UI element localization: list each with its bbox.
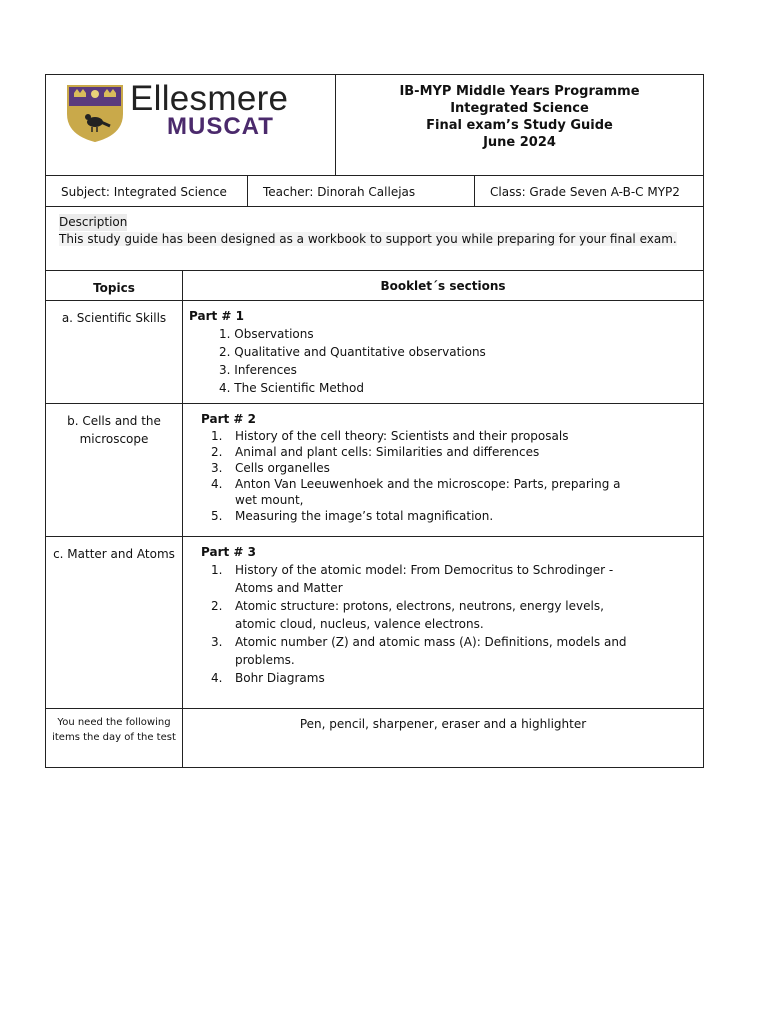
description-section [46, 207, 703, 271]
sections-cell [183, 404, 703, 536]
list-item: 5. Measuring the image’s total magnification. [211, 509, 494, 523]
part-title: Part # 2 [201, 412, 256, 426]
topics-column-header: Topics [46, 271, 183, 300]
table-header-row [46, 271, 703, 301]
list-item: 3. Atomic number (Z) and atomic mass (A): Definitions, models and problems. [211, 635, 627, 667]
list-item: 2. Animal and plant cells: Similarities and differences [211, 445, 540, 459]
sections-column-header: Booklet´s sections [380, 279, 506, 293]
section-list [183, 561, 703, 687]
part-title: Part # 3 [201, 545, 256, 559]
list-item: 1. Observations [219, 327, 314, 341]
teacher-cell: Teacher: Dinorah Callejas [248, 176, 475, 206]
list-item: 1. History of the atomic model: From Democritus to Schrodinger - Atoms and Matter [211, 563, 614, 595]
list-item: 2. Qualitative and Quantitative observations [219, 345, 486, 359]
list-item: 1. History of the cell theory: Scientists and their proposals [211, 429, 569, 443]
list-item: 3. Cells organelles [211, 461, 330, 475]
materials-list-cell: Pen, pencil, sharpener, eraser and a highlighter [299, 717, 587, 731]
sections-cell [183, 537, 703, 708]
topic-cell: b. Cells and the microscope [46, 404, 183, 536]
section-list [183, 325, 703, 397]
subject-cell: Subject: Integrated Science [46, 176, 248, 206]
part-title: Part # 1 [189, 309, 244, 323]
info-row [46, 176, 703, 207]
school-crest-icon [66, 84, 124, 142]
list-item: 2. Atomic structure: protons, electrons, neutrons, energy levels, atomic cloud, nucleus, valence electrons. [211, 599, 604, 631]
topic-cell: a. Scientific Skills [46, 301, 183, 403]
description-label: Description [59, 215, 128, 229]
school-logo [46, 75, 336, 175]
list-item: 4. The Scientific Method [219, 381, 364, 395]
table-row [46, 301, 703, 404]
logo-wordmark-secondary: MUSCAT [167, 113, 274, 140]
study-guide-document [45, 74, 704, 768]
title-line-date: June 2024 [483, 135, 556, 150]
list-item: 3. Inferences [219, 363, 297, 377]
logo-wordmark-primary: Ellesmere [130, 79, 289, 118]
description-text: This study guide has been designed as a workbook to support you while preparing for your final exam. [59, 232, 677, 246]
title-line-programme: IB-MYP Middle Years Programme [399, 84, 640, 99]
list-item: 4. Bohr Diagrams [211, 671, 325, 685]
title-line-guide: Final exam’s Study Guide [426, 118, 613, 133]
class-cell: Class: Grade Seven A-B-C MYP2 [490, 185, 680, 199]
header-row [46, 75, 703, 176]
table-row [46, 709, 703, 767]
table-row [46, 537, 703, 709]
sections-cell [183, 301, 703, 403]
materials-label-cell: You need the following items the day of the test [46, 709, 183, 767]
section-list [183, 428, 703, 524]
document-title [336, 75, 703, 175]
table-row [46, 404, 703, 537]
topic-cell: c. Matter and Atoms [46, 537, 183, 708]
title-line-subject: Integrated Science [450, 101, 589, 116]
list-item: 4. Anton Van Leeuwenhoek and the microscope: Parts, preparing a wet mount, [211, 477, 621, 507]
